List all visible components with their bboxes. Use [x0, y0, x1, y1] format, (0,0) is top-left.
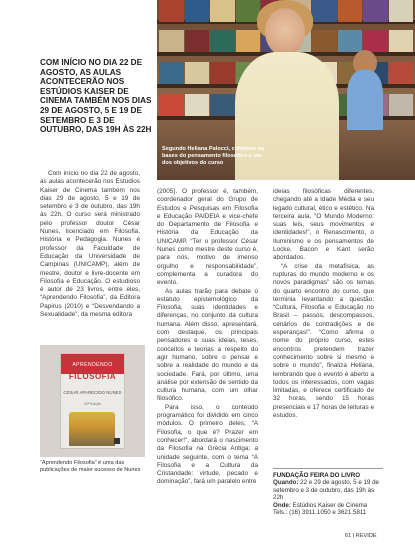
publisher-logo-icon [114, 438, 120, 444]
book-title: FILOSOFIA [68, 372, 117, 381]
person-face [265, 8, 305, 56]
text-column-3 [273, 188, 374, 420]
paragraph: Com início no dia 22 de agosto, as aulas acontecerão nos Estúdios Kaiser de Cinema também nos dias 29 de agosto, 5 e 19 de setembro e 3 de outubro, das 19h às 22h. O curso será ministrado pelo professor doutor César Nunes, licenciado em Filosofia, História e Pedagogia. Nunes é professor da Faculdade de Educação da Universidade de Campinas (UNICAMP), além de mestre, doutor e livre-docente em Filosofia e Educação. O estudioso é autor de 23 livros, entre eles, “Aprendendo Filosofia”, da Editora Papirus (2010) e “Desvendando a Sexualidade”, da mesma editora [40, 170, 140, 319]
book-series: APRENDENDO [72, 362, 113, 368]
photo-caption: Segundo Heliana Palocci, conhecer as bases do pensamento filosófico é um dos objetivos do curso [162, 146, 265, 166]
info-phone: Tels.: (16) 3911.1050 e 3621.5811 [273, 509, 367, 517]
paragraph: (2005). O professor é, também, coordenador geral do Grupo de Estudos e Pesquisas em Filosofia e Educação PAIDEIA e vice-chefe do Departamento de Filosofia e História da Educação da UNICAMP. “Ter o professor César Nunes como mestre deste curso é, para nós, motivo de imenso orgulho e responsabilidade”, complementa a curadora do evento. [157, 188, 258, 287]
book-cover-illustration [69, 412, 115, 446]
paragraph: As aulas trarão para debate o estatuto epistemológico da Filosofia, suas identidades e diferenças, no conjunto da cultura humana. Além disso, apresentará, com destaque, os principais pensadores e suas ideias, teses, conceitos e teorias a respeito do agir humano, sobre o pensar e sobre a realidade do mundo e da sociedade. Fará, por último, uma análise por extensão de sentido da cultura humana, com um olhar filosófico. [157, 287, 258, 403]
child-figure [347, 70, 383, 130]
info-when-label: Quando: [273, 479, 299, 487]
info-where-value: Estúdios Kaiser de Cinema [292, 501, 368, 509]
info-when [273, 479, 383, 501]
book-edition: 20ª Edição [83, 402, 102, 406]
info-heading: FUNDAÇÃO FEIRA DO LIVRO [273, 468, 383, 479]
paragraph: ideias filosóficas diferentes, chegando até a Idade Média e seu legado cultural, ético e estético. Na terceira aula, “O Mundo Moderno: suas leis, seus movimentos e identidades!”, o Renascimento, o Iluminismo e os pensamentos de Locke, Bacon e Kant serão abordados. [273, 188, 374, 262]
article-headline: COM INÍCIO NO DIA 22 DE AGOSTO, AS AULAS ACONTECERÃO NOS ESTÚDIOS KAISER DE CINEMA TAMBÉM NOS DIAS 29 DE AGOSTO, 5 E 19 DE SETEMBRO E 3 DE OUTUBRO, DAS 19H ÀS 22H [40, 58, 152, 135]
event-info-box [273, 468, 383, 516]
page-footer: 61 | REVIDE [345, 533, 377, 539]
info-where [273, 502, 383, 509]
book-caption: “Aprendendo Filosofia” é uma das publicações de maior sucesso de Nunes [40, 460, 141, 473]
paragraph: “A crise da metafísica, as rupturas do mundo moderno e os novos paradigmas” são os temas do quarto encontro do curso, que terminia levantando a questão: “Cultura, Filosofia e Educação no Brasil – passos, descompassos, cenários de contradições e de esperanças!”. “Como afirma o nome do próprio curso, estes encontros pretendem trazer conhecimento sobre si mesmo e sobre o mundo”, finaliza Heliana, lembrando que o evento é aberto a todos os interessados, com vagas limitadas, e oferece certificado de 32 horas, sendo 15 horas presenciais e 17 horas de leituras e estudos. [273, 262, 374, 420]
book-author: CÉSAR APARECIDO NUNES [63, 390, 122, 395]
book-cover-image [40, 345, 145, 457]
text-column-2 [157, 188, 258, 487]
book-cover [60, 353, 125, 449]
info-where-label: Onde: [273, 501, 291, 509]
info-when-value: 22 e 29 de agosto, 5 e 19 de setembro e 3 de outubro, das 19h às 22h [273, 479, 379, 502]
text-column-1 [40, 170, 140, 319]
paragraph: Para isso, o conteúdo programático foi dividido em cinco módulos. O primeiro deles, “A Filosofia, o que é? Prazer em conhecer!”, abordará o nascimento da Filosofia na Grécia Antiga; a unidade seguinte, com o tema “A Filosofia e a Cultura da Cristandade: virtude, pecado e dominação”, fará um paralelo entre [157, 403, 258, 486]
